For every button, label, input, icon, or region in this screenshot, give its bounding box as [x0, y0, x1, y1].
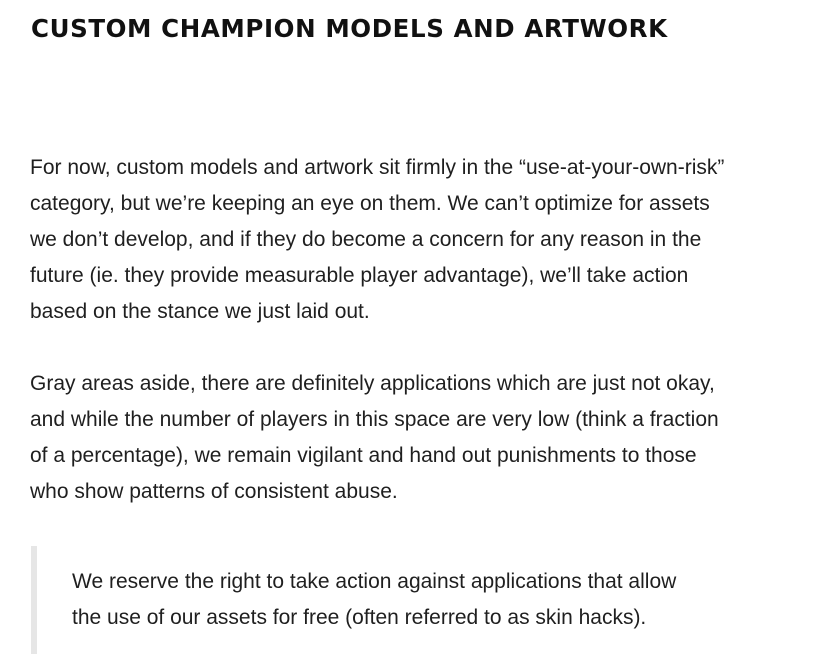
paragraph-line: and while the number of players in this space are very low (think a fraction	[30, 408, 719, 431]
section-heading: CUSTOM CHAMPION MODELS AND ARTWORK	[31, 14, 668, 43]
blockquote-line: the use of our assets for free (often referred to as skin hacks).	[72, 606, 647, 629]
paragraph-line: we don’t develop, and if they do become a concern for any reason in the	[30, 228, 702, 251]
paragraph-custom-models	[30, 150, 830, 330]
blockquote	[31, 546, 821, 654]
paragraph-line: of a percentage), we remain vigilant and hand out punishments to those	[30, 444, 697, 467]
blockquote-line: We reserve the right to take action against applications that allow	[72, 570, 677, 593]
paragraph-gray-areas	[30, 366, 830, 510]
blockquote-bar	[31, 546, 37, 654]
paragraph-line: For now, custom models and artwork sit firmly in the “use-at-your-own-risk”	[30, 156, 725, 179]
paragraph-line: category, but we’re keeping an eye on them. We can’t optimize for assets	[30, 192, 710, 215]
paragraph-line: Gray areas aside, there are definitely applications which are just not okay,	[30, 372, 715, 395]
paragraph-line: who show patterns of consistent abuse.	[30, 480, 398, 503]
blockquote-text	[72, 564, 676, 636]
paragraph-line: based on the stance we just laid out.	[30, 300, 370, 323]
paragraph-line: future (ie. they provide measurable player advantage), we’ll take action	[30, 264, 689, 287]
